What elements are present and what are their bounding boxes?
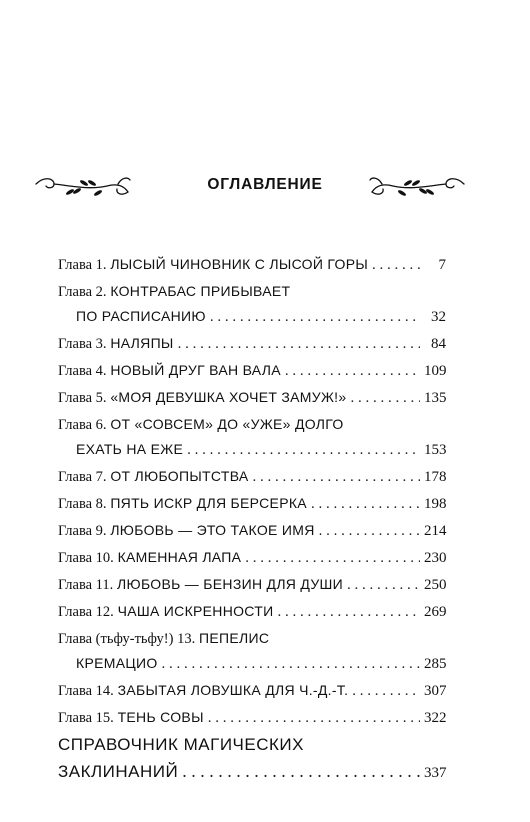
dot-leader <box>162 652 420 676</box>
dot-leader <box>372 253 420 277</box>
dot-leader <box>245 546 420 570</box>
chapter-title: ЛЮБОВЬ — ЭТО ТАКОЕ ИМЯ <box>110 522 315 538</box>
chapter-title: «МОЯ ДЕВУШКА ХОЧЕТ ЗАМУЖ!» <box>110 389 347 405</box>
page-number: 7 <box>438 257 446 273</box>
dot-leader <box>210 305 420 329</box>
page-number: 337 <box>424 765 447 781</box>
dot-leader <box>253 465 420 489</box>
toc-entry[interactable] <box>58 678 446 703</box>
chapter-label: Глава 10. <box>58 550 114 566</box>
page-number: 135 <box>424 390 447 406</box>
page-number: 178 <box>424 469 447 485</box>
page-number: 109 <box>424 363 447 379</box>
toc-entry[interactable] <box>58 732 446 786</box>
chapter-title: ЗАКЛИНАНИЙ <box>58 762 179 781</box>
toc-entry[interactable] <box>58 385 446 410</box>
chapter-label: Глава 12. <box>58 604 114 620</box>
toc-entry[interactable] <box>58 491 446 516</box>
table-of-contents <box>58 252 446 786</box>
dot-leader <box>285 359 420 383</box>
dot-leader <box>187 438 420 462</box>
chapter-label: Глава 2. <box>58 284 107 300</box>
chapter-label: Глава (тьфу-тьфу!) 13. <box>58 631 196 647</box>
page-number: 153 <box>424 442 447 458</box>
chapter-label: Глава 4. <box>58 363 107 379</box>
toc-entry[interactable] <box>58 705 446 730</box>
chapter-title: КОНТРАБАС ПРИБЫВАЕТ <box>110 283 291 299</box>
chapter-title: КРЕМАЦИО <box>76 655 158 671</box>
toc-entry[interactable] <box>58 518 446 543</box>
chapter-title: ЗАБЫТАЯ ЛОВУШКА ДЛЯ Ч.-Д.-Т. <box>117 682 349 698</box>
toc-entry[interactable] <box>58 464 446 489</box>
toc-title: ОГЛАВЛЕНИЕ <box>207 176 323 193</box>
toc-entry[interactable] <box>58 599 446 624</box>
chapter-label: Глава 14. <box>58 683 114 699</box>
dot-leader <box>208 706 420 730</box>
chapter-label: Глава 9. <box>58 523 107 539</box>
page-number: 269 <box>424 604 447 620</box>
chapter-label: Глава 6. <box>58 417 107 433</box>
dot-leader <box>178 332 420 356</box>
chapter-title: КАМЕННАЯ ЛАПА <box>117 549 242 565</box>
page-number: 250 <box>424 577 447 593</box>
chapter-label: Глава 7. <box>58 469 107 485</box>
page-number: 32 <box>431 309 446 325</box>
toc-entry[interactable] <box>58 331 446 356</box>
toc-heading-row <box>0 172 530 202</box>
chapter-title: НАЛЯПЫ <box>110 335 174 351</box>
chapter-title: ОТ «СОВСЕМ» ДО «УЖЕ» ДОЛГО <box>110 416 344 432</box>
chapter-label: Глава 11. <box>58 577 114 593</box>
dot-leader <box>277 600 420 624</box>
dot-leader <box>347 573 420 597</box>
chapter-label: Глава 1. <box>58 257 107 273</box>
chapter-label: Глава 3. <box>58 336 107 352</box>
dot-leader <box>350 386 420 410</box>
chapter-title: ПЯТЬ ИСКР ДЛЯ БЕРСЕРКА <box>110 495 307 511</box>
chapter-title: СПРАВОЧНИК МАГИЧЕСКИХ <box>58 735 304 754</box>
toc-entry[interactable] <box>58 545 446 570</box>
toc-entry[interactable] <box>58 572 446 597</box>
chapter-title: ЛЮБОВЬ — БЕНЗИН ДЛЯ ДУШИ <box>117 576 344 592</box>
page-number: 198 <box>424 496 447 512</box>
dot-leader <box>319 519 420 543</box>
page-number: 285 <box>424 656 447 672</box>
toc-entry[interactable] <box>58 358 446 383</box>
chapter-title: ПЕПЕЛИС <box>198 630 270 646</box>
chapter-title: ТЕНЬ СОВЫ <box>117 709 204 725</box>
toc-entry[interactable] <box>58 252 446 277</box>
page-number: 322 <box>424 710 447 726</box>
page-number: 214 <box>424 523 447 539</box>
dot-leader <box>182 758 420 784</box>
page-number: 84 <box>431 336 446 352</box>
chapter-label: Глава 5. <box>58 390 107 406</box>
chapter-label: Глава 8. <box>58 496 107 512</box>
toc-entry[interactable] <box>58 412 446 462</box>
vine-ornament-right-icon <box>368 172 468 202</box>
toc-entry[interactable] <box>58 279 446 329</box>
chapter-title: ПО РАСПИСАНИЮ <box>76 308 206 324</box>
chapter-title: ЧАША ИСКРЕННОСТИ <box>117 603 274 619</box>
chapter-title: ЕХАТЬ НА ЕЖЕ <box>76 441 184 457</box>
page-number: 307 <box>424 683 447 699</box>
chapter-title: ОТ ЛЮБОПЫТСТВА <box>110 468 249 484</box>
dot-leader <box>352 679 420 703</box>
page-number: 230 <box>424 550 447 566</box>
chapter-label: Глава 15. <box>58 710 114 726</box>
chapter-title: ЛЫСЫЙ ЧИНОВНИК С ЛЫСОЙ ГОРЫ <box>110 256 369 272</box>
toc-entry[interactable] <box>58 626 446 676</box>
chapter-title: НОВЫЙ ДРУГ ВАН ВАЛА <box>110 362 281 378</box>
dot-leader <box>311 492 420 516</box>
